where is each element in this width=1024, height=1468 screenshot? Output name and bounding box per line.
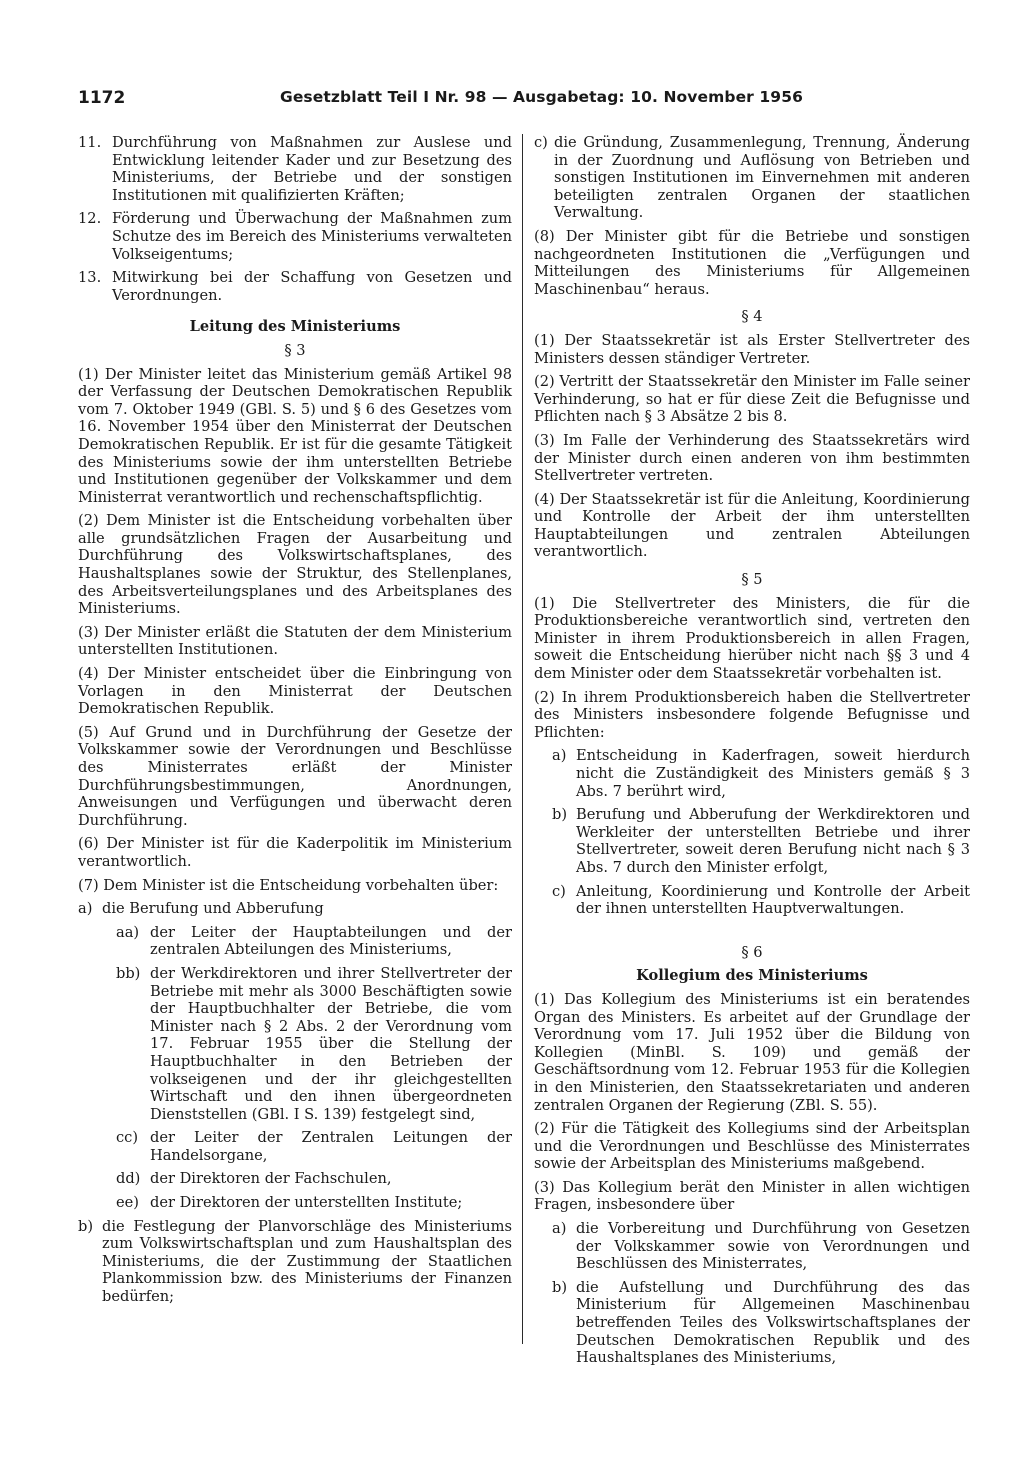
list-item-b (78, 1218, 512, 1306)
item-text: der Leiter der Hauptabteilungen und der zentralen Abteilungen des Ministeriums, (150, 923, 512, 959)
paragraph-4-1: (1) Der Staatssekretär ist als Erster Stellvertreter des Ministers dessen ständiger Vertreter. (534, 331, 970, 367)
list-item (534, 806, 970, 876)
paragraph-5-1: (1) Die Stellvertreter des Ministers, die für die Produktionsbereiche verantwortlich sind, vertreten den Minister in ihrem Produktionsbereich in allen Fragen, soweit die Entscheidung hierüber nicht nach §§ 3 und 4 dem Minister oder dem Staatssekretär vorbehalten ist. (534, 594, 970, 683)
sub-item (78, 965, 512, 1123)
list-item (78, 210, 512, 263)
item-marker: 13. (78, 269, 102, 287)
paragraph-3-8: (8) Der Minister gibt für die Betriebe und sonstigen nachgeordneten Institutionen die „Verfügungen und Mitteilungen des Ministeriums für Allgemeinen Maschinenbau“ heraus. (534, 227, 970, 298)
item-marker: dd) (116, 1170, 141, 1188)
page-header (78, 88, 958, 112)
item-marker: bb) (116, 964, 141, 982)
paragraph-4-4: (4) Der Staatssekretär ist für die Anleitung, Koordinierung und Kontrolle der Arbeit der ihm unterstellten Hauptabteilungen und zentralen Abteilungen verantwortlich. (534, 490, 970, 561)
item-marker: ee) (116, 1194, 139, 1212)
list-item (534, 1220, 970, 1273)
item-marker: b) (552, 806, 568, 824)
spacer (534, 924, 970, 934)
item-marker: b) (78, 1217, 94, 1235)
paragraph-5-2: (2) In ihrem Produktionsbereich haben die Stellvertreter des Ministers insbesondere folgende Befugnisse und Pflichten: (534, 688, 970, 741)
item-marker: 12. (78, 210, 102, 228)
list-item-a (78, 900, 512, 918)
paragraph-3-5: (5) Auf Grund und in Durchführung der Gesetze der Volkskammer sowie der Verordnungen und Beschlüsse des Ministerrates erläßt der Minister Durchführungsbestimmungen, Anordnungen, Anweisungen und Verfügungen und überwacht deren Durchführung. (78, 723, 512, 829)
item-text: die Festlegung der Planvorschläge des Ministeriums zum Volkswirtschaftsplan und zum Haushaltsplan des Ministeriums, die der Zustimmung der Staatlichen Plankommission bzw. des Ministeriums der Finanzen bedürfen; (102, 1217, 512, 1306)
item-marker: a) (552, 747, 567, 765)
page-number: 1172 (78, 88, 126, 108)
list-item-c (534, 134, 970, 222)
paragraph-3-4: (4) Der Minister entscheidet über die Einbringung von Vorlagen in den Ministerrat der Deutschen Demokratischen Republik. (78, 665, 512, 718)
item-marker: 11. (78, 134, 102, 151)
item-marker: b) (552, 1278, 568, 1296)
list-item (78, 269, 512, 304)
paragraph-mark-5: § 5 (741, 571, 763, 589)
item-text: Berufung und Abberufung der Werkdirektoren und Werkleiter der unterstellten Betriebe und ihrer Stellvertreter, soweit deren Berufung nicht nach § 3 Abs. 7 durch den Minister erfolgt, (576, 806, 970, 876)
item-text: die Berufung und Abberufung (102, 900, 324, 918)
item-marker: c) (552, 882, 566, 900)
item-text: Durchführung von Maßnahmen zur Auslese und Entwicklung leitender Kader und zur Besetzung des Ministeriums, der Betriebe und der sonstigen Institutionen mit qualifizierten Kräften; (112, 134, 512, 204)
section-heading-kollegium: Kollegium des Ministeriums (636, 967, 868, 985)
section-heading-leitung: Leitung des Ministeriums (189, 318, 401, 336)
sub-item (78, 1170, 512, 1188)
sub-item (78, 924, 512, 959)
item-text: die Vorbereitung und Durchführung von Gesetzen der Volkskammer sowie von Verordnungen und Beschlüssen des Ministerrates, (576, 1220, 970, 1273)
paragraph-mark-6: § 6 (741, 943, 763, 961)
paragraph-3-3: (3) Der Minister erläßt die Statuten der dem Ministerium unterstellten Institutionen. (78, 623, 512, 659)
paragraph-4-3: (3) Im Falle der Verhinderung des Staatssekretärs wird der Minister durch einen anderen von ihm bestimmten Stellvertreter vertreten. (534, 431, 970, 485)
paragraph-3-1: (1) Der Minister leitet das Ministerium gemäß Artikel 98 der Verfassung der Deutschen Demokratischen Republik vom 7. Oktober 1949 (GBl. S. 5) und § 6 des Gesetzes vom 16. November 1954 über den Ministerrat der Deutschen Demokratischen Republik. Er ist für die gesamte Tätigkeit des Ministeriums sowie der ihm unterstellten Betriebe und Institutionen gegenüber der Volkskammer und dem Ministerrat verantwortlich und rechenschaftspflichtig. (78, 365, 512, 506)
item-text: die Aufstellung und Durchführung des das Ministerium für Allgemeinen Maschinenbau betreffenden Teiles des Volkswirtschaftsplanes der Deutschen Demokratischen Republik und des Haushaltsplanes des Ministeriums, (576, 1278, 970, 1367)
column-divider (522, 134, 523, 1344)
paragraph-3-7: (7) Dem Minister ist die Entscheidung vorbehalten über: (78, 876, 499, 894)
left-column (78, 134, 512, 1312)
paragraph-6-3: (3) Das Kollegium berät den Minister in allen wichtigen Fragen, insbesondere über (534, 1178, 970, 1214)
item-text: Entscheidung in Kaderfragen, soweit hierdurch nicht die Zuständigkeit des Ministers gemäß § 3 Abs. 7 berührt wird, (576, 747, 970, 800)
item-text: der Direktoren der unterstellten Institute; (150, 1194, 463, 1212)
item-marker: a) (552, 1220, 567, 1238)
right-column (534, 134, 970, 1373)
running-head: Gesetzblatt Teil I Nr. 98 — Ausgabetag: 10. November 1956 (280, 88, 803, 106)
item-text: Förderung und Überwachung der Maßnahmen zum Schutze des im Bereich des Ministeriums verwalteten Volkseigentums; (112, 210, 512, 263)
paragraph-3-2: (2) Dem Minister ist die Entscheidung vorbehalten über alle grundsätzlichen Fragen der Ausarbeitung und Durchführung des Volkswirtschaftsplanes, des Haushaltsplanes sowie der Struktur, des Stellenplanes, des Arbeitsverteilungsplanes und des Arbeitsplanes des Ministeriums. (78, 512, 512, 618)
item-marker: cc) (116, 1129, 139, 1147)
paragraph-6-2: (2) Für die Tätigkeit des Kollegiums sind der Arbeitsplan und die Verordnungen und Beschlüsse des Ministerrates sowie der Arbeitsplan des Ministeriums maßgebend. (534, 1120, 970, 1173)
paragraph-4-2: (2) Vertritt der Staatssekretär den Minister im Falle seiner Verhinderung, so hat er für diese Zeit die Befugnisse und Pflichten nach § 3 Absätze 2 bis 8. (534, 373, 970, 426)
item-marker: a) (78, 900, 93, 918)
item-marker: c) (534, 134, 548, 151)
paragraph-3-6: (6) Der Minister ist für die Kaderpolitik im Ministerium verantwortlich. (78, 835, 512, 870)
list-item (534, 1279, 970, 1367)
item-text: Mitwirkung bei der Schaffung von Gesetzen und Verordnungen. (112, 269, 512, 304)
list-item (534, 883, 970, 918)
list-item (78, 134, 512, 204)
item-text: der Werkdirektoren und ihrer Stellvertreter der Betriebe mit mehr als 3000 Beschäftigten sowie der Hauptbuchhalter der Betriebe, die vom Minister nach § 2 Abs. 2 der Verordnung vom 17. Februar 1955 über die Stellung der Hauptbuchhalter in den Betrieben der volkseigenen und der ihr gleichgestellten Wirtschaft und den ihnen übergeordneten Dienststellen (GBl. I S. 139) festgelegt sind, (150, 964, 512, 1123)
sub-item (78, 1129, 512, 1164)
list-item (534, 747, 970, 800)
paragraph-6-1: (1) Das Kollegium des Ministeriums ist ein beratendes Organ des Ministers. Es arbeitet auf der Grundlage der Verordnung vom 17. Juli 1952 über die Bildung von Kollegien (MinBl. S. 109) und gemäß der Geschäftsordnung vom 12. Februar 1953 für die Kollegien in den Ministerien, den Staatssekretariaten und anderen zentralen Organen der Regierung (ZBl. S. 55). (534, 990, 970, 1114)
item-text: der Leiter der Zentralen Leitungen der Handelsorgane, (150, 1129, 512, 1164)
item-text: die Gründung, Zusammenlegung, Trennung, Änderung in der Zuordnung und Auflösung von Betrieben und sonstigen Institutionen im Einvernehmen mit anderen beteiligten zentralen Organen der staatlichen Verwaltung. (554, 134, 970, 222)
sub-item (78, 1194, 512, 1212)
item-marker: aa) (116, 923, 140, 941)
item-text: Anleitung, Koordinierung und Kontrolle der Arbeit der ihnen unterstellten Hauptverwaltungen. (576, 882, 970, 918)
paragraph-mark-4: § 4 (741, 308, 763, 326)
paragraph-mark-3: § 3 (284, 341, 306, 359)
item-text: der Direktoren der Fachschulen, (150, 1170, 392, 1188)
